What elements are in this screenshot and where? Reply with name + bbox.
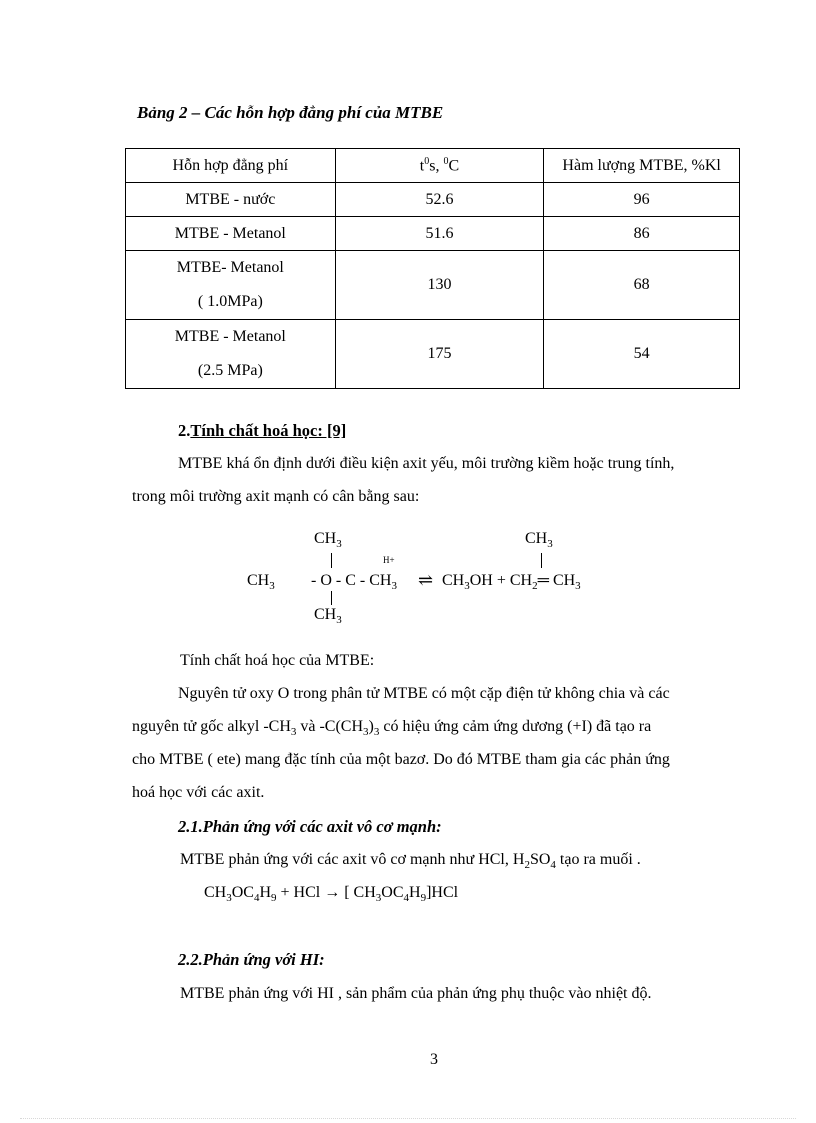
table-row <box>126 251 740 320</box>
subsection-2-1-text: MTBE phản ứng với các axit vô cơ mạnh như HCl, $H_2SO_4$ tạo ra muối . <box>180 851 641 872</box>
para2-line3: cho MTBE ( ete) mang đặc tính của một bazơ. Do đó MTBE tham gia các phản ứng <box>132 751 670 768</box>
cell-content: 96 <box>544 183 740 217</box>
ch3-bottom: $CH_3$ <box>314 606 342 627</box>
section-2-heading: 2.Tính chất hoá học: [9] <box>178 421 347 440</box>
ch3-right-top: $CH_3$ <box>525 530 553 551</box>
header-temperature: $t^0s$, $^0$C <box>335 149 544 183</box>
cell-temp: 130 <box>335 251 544 320</box>
azeotrope-table <box>125 148 740 389</box>
hcl-equation: $CH_3OC_4H_9$ + HCl → [ $CH_3OC_4H_9]HCl$ <box>204 884 459 905</box>
table-row <box>126 217 740 251</box>
para2-line1: Nguyên tử oxy O trong phân tử MTBE có một cặp điện tử không chia và các <box>178 685 670 702</box>
bond-bottom <box>331 591 332 605</box>
cell-content: 68 <box>544 251 740 320</box>
chem-props-title: Tính chất hoá học của MTBE: <box>180 652 375 669</box>
subsection-2-2-heading: 2.2.Phản ứng với HI: <box>178 950 325 969</box>
section-2-para-line1: MTBE khá ổn định dưới điều kiện axit yếu, môi trường kiềm hoặc trung tính, <box>178 455 675 472</box>
cell-mixture: MTBE - Metanol <box>126 217 336 251</box>
table-row <box>126 320 740 389</box>
para2-line4: hoá học với các axit. <box>132 784 265 801</box>
table-row <box>126 183 740 217</box>
cell-temp: 175 <box>335 320 544 389</box>
cell-mixture: MTBE- Metanol ( 1.0MPa) <box>126 251 336 320</box>
header-mixture: Hỗn hợp đẳng phí <box>126 149 336 183</box>
cell-mixture: MTBE - Metanol (2.5 MPa) <box>126 320 336 389</box>
cell-temp: 51.6 <box>335 217 544 251</box>
equilibrium-arrow: ⇌ <box>418 570 434 590</box>
page-bottom-border <box>20 1118 796 1119</box>
bond-top <box>331 553 332 568</box>
subsection-2-1-heading: 2.1.Phản ứng với các axit vô cơ mạnh: <box>178 817 442 836</box>
header-content: Hàm lượng MTBE, %Kl <box>544 149 740 183</box>
subsection-2-2-text: MTBE phản ứng với HI , sản phẩm của phản ứng phụ thuộc vào nhiệt độ. <box>180 985 652 1002</box>
acid-catalyst: H+ <box>383 555 395 565</box>
ether-chain: - O - C - $CH_3$ <box>311 572 397 593</box>
ch3-left: $CH_3$ <box>247 572 275 593</box>
cell-temp: 52.6 <box>335 183 544 217</box>
cell-mixture: MTBE - nước <box>126 183 336 217</box>
table-header-row <box>126 149 740 183</box>
cell-content: 54 <box>544 320 740 389</box>
page-number: 3 <box>430 1051 438 1068</box>
bond-right <box>541 553 542 568</box>
section-2-para-line2: trong môi trường axit mạnh có cân bằng sau: <box>132 488 420 505</box>
ch3-top: $CH_3$ <box>314 530 342 551</box>
para2-line2: nguyên tử gốc alkyl $-CH_3$ và $-C(CH_3)_3$ có hiệu ứng cảm ứng dương (+I) đã tạo ra <box>132 718 652 739</box>
products: $CH_3OH$ + $CH_2═$ $CH_3$ <box>442 572 581 593</box>
table-caption: Bảng 2 – Các hỗn hợp đẳng phí của MTBE <box>137 103 444 122</box>
cell-content: 86 <box>544 217 740 251</box>
